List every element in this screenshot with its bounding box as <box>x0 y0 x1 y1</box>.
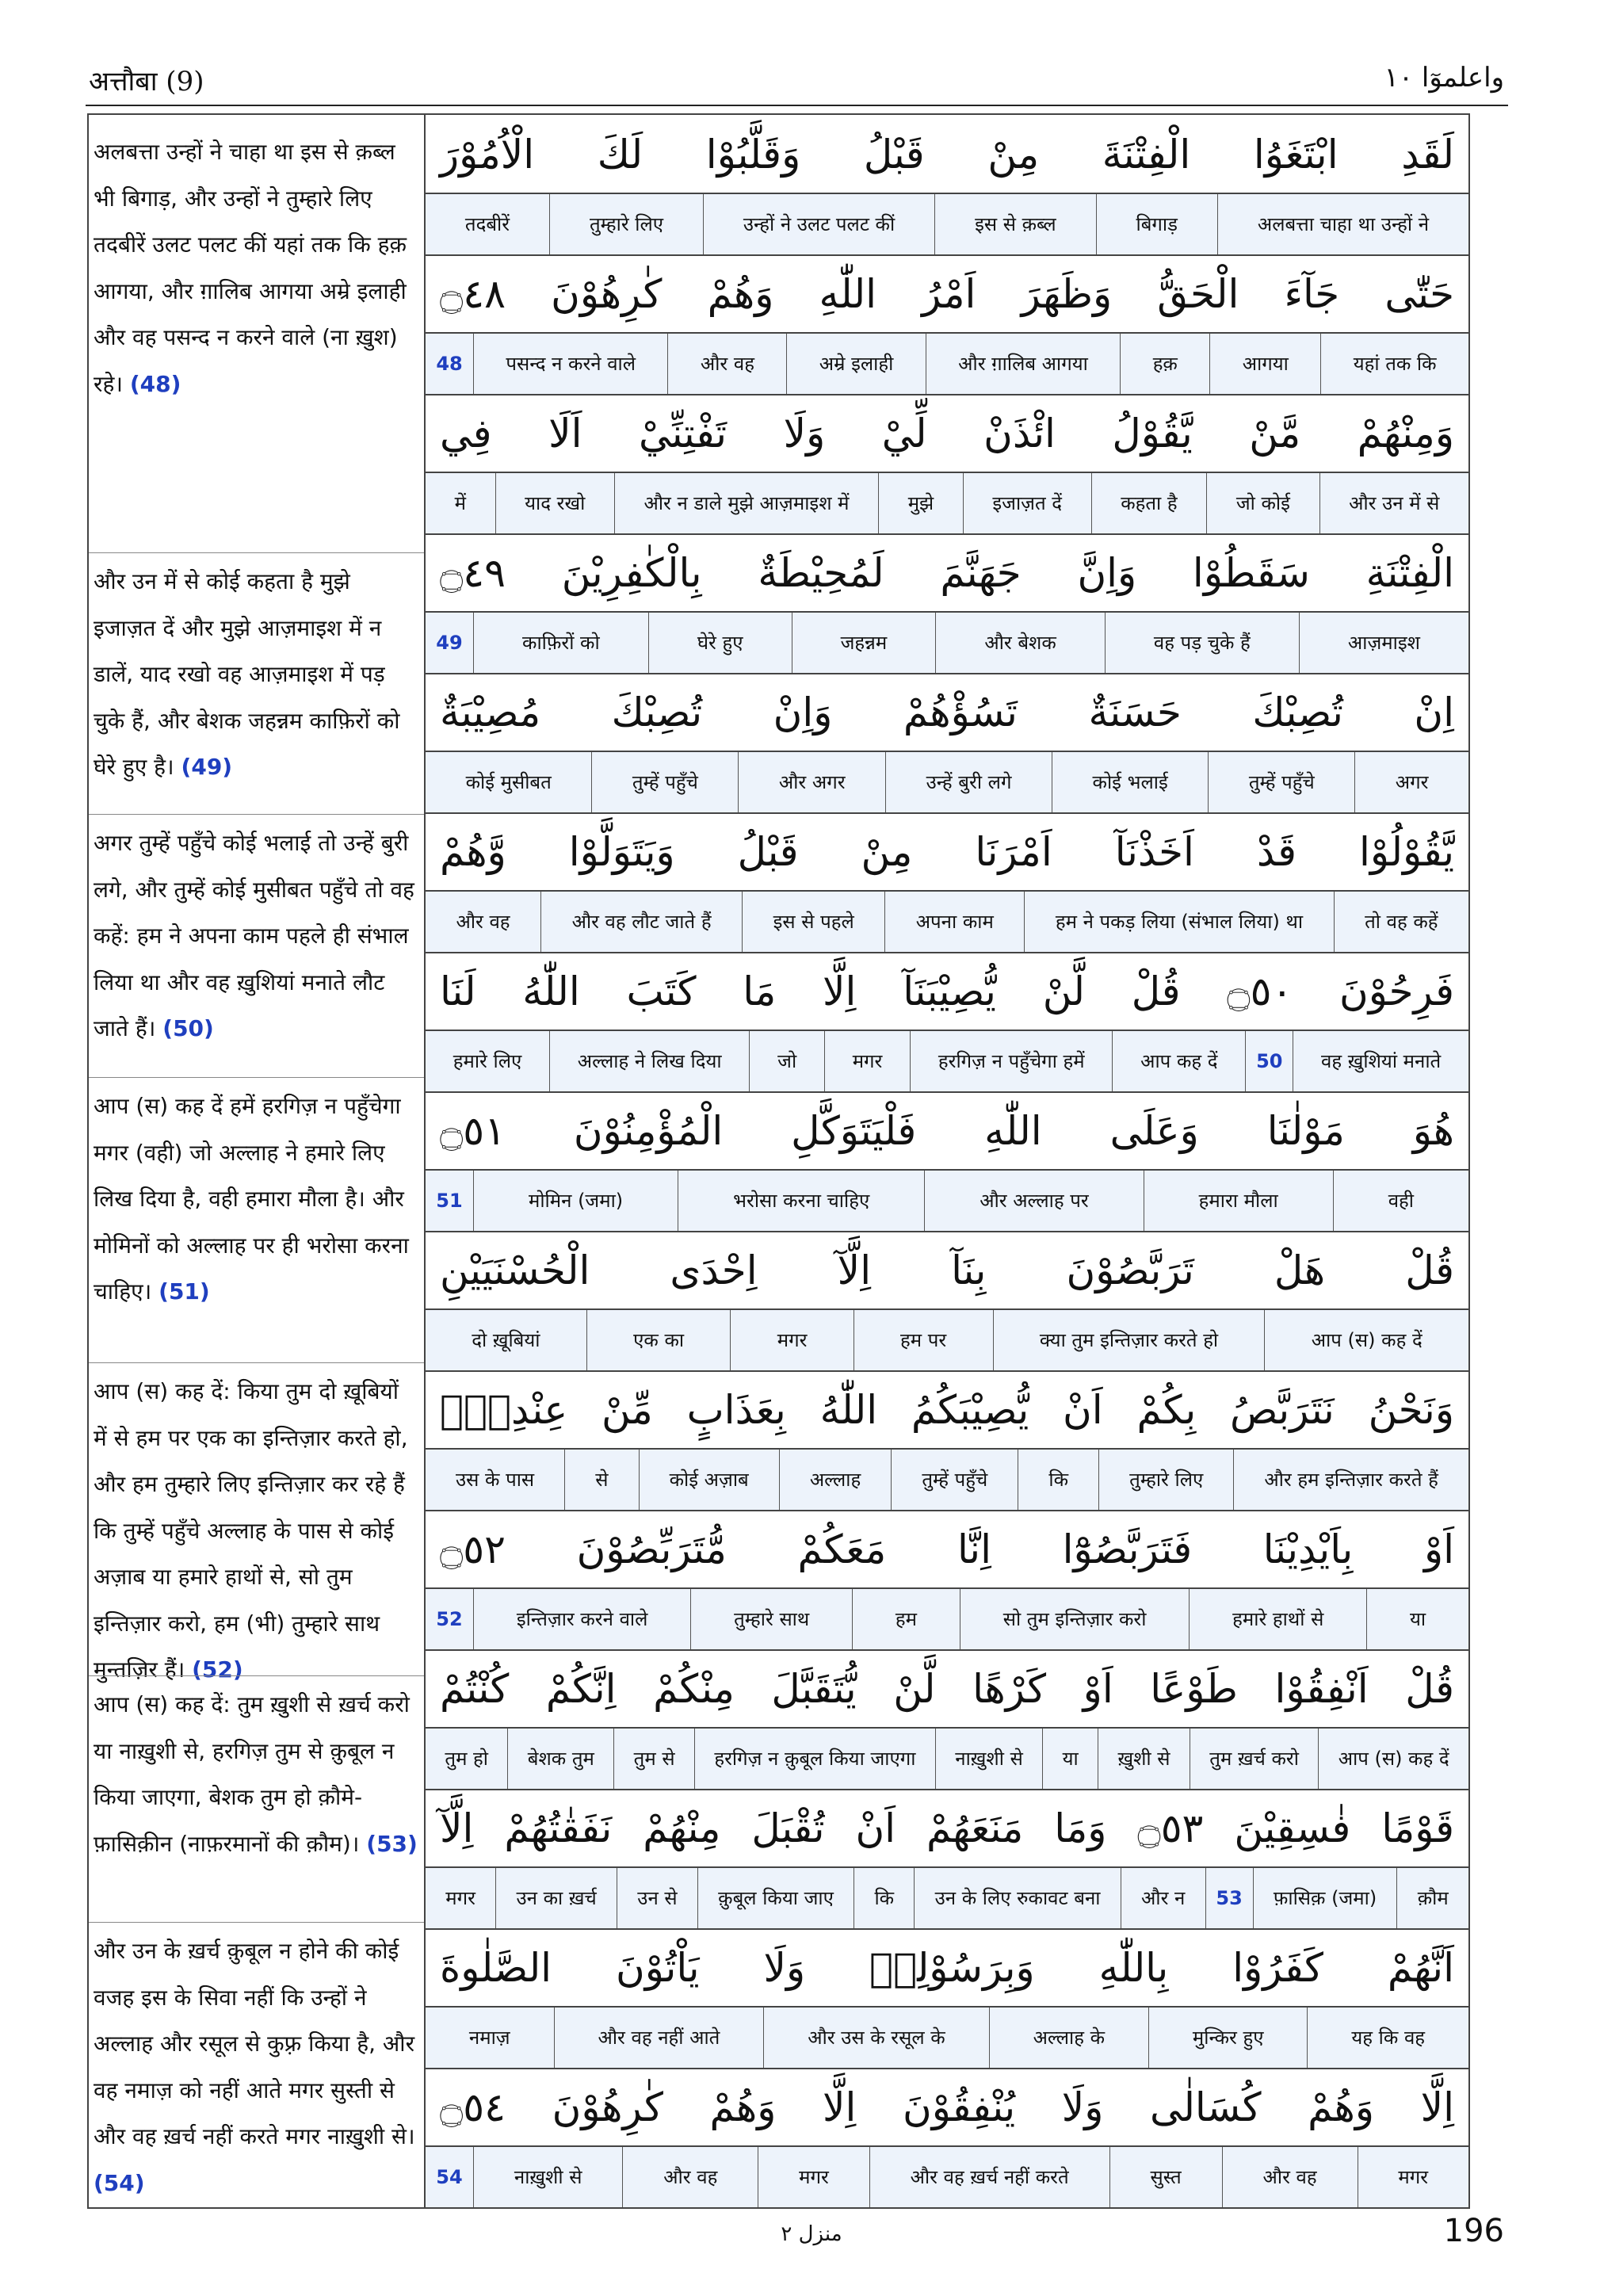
gloss-cell: वह पड़ चुके हैं <box>1105 613 1299 673</box>
gloss-cell: अम्रे इलाही <box>786 334 925 394</box>
verse-number: (53) <box>366 1830 418 1857</box>
verse-number: (49) <box>181 754 233 780</box>
gloss-cell: तुम्हें पहुँचे <box>591 752 738 812</box>
gloss-cell: आप कह दें <box>1112 1031 1245 1091</box>
gloss-cell: हरगिज़ न पहुँचेगा हमें <box>910 1031 1112 1091</box>
verse-number: (50) <box>162 1015 214 1041</box>
gloss-cell: इस से पहले <box>742 892 884 952</box>
gloss-cell: मगर <box>824 1031 910 1091</box>
verse-block <box>426 952 1468 1091</box>
gloss-cell: सो तुम इन्तिज़ार करो <box>960 1589 1189 1649</box>
gloss-cell: क़ुबूल किया जाए <box>697 1868 854 1928</box>
gloss-cell: उन्हों ने उलट पलट कीं <box>703 194 934 254</box>
translation-column <box>89 115 426 2207</box>
gloss-cell: तुम्हें पहुँचे <box>1208 752 1354 812</box>
verse-number-cell: 49 <box>436 632 463 654</box>
gloss-cell: क्या तुम इन्तिज़ार करते हो <box>993 1310 1265 1370</box>
verse-block <box>426 812 1468 952</box>
verse-block <box>426 254 1468 394</box>
gloss-cell: और वह <box>667 334 786 394</box>
gloss-cell: उन्हें बुरी लगे <box>885 752 1052 812</box>
gloss-cell: और ग़ालिब आगया <box>926 334 1121 394</box>
gloss-cell: अल्लाह के <box>989 2008 1148 2068</box>
gloss-cell: मगर <box>758 2147 869 2207</box>
gloss-cell: तुम्हारे साथ <box>690 1589 852 1649</box>
verse-block <box>426 1789 1468 1928</box>
paragraph-divider <box>89 552 424 553</box>
gloss-cell: हम पर <box>854 1310 993 1370</box>
verse-block <box>426 394 1468 533</box>
gloss-cell: और उन में से <box>1319 473 1468 533</box>
gloss-cell: हमारे हाथों से <box>1189 1589 1366 1649</box>
gloss-cell: अलबत्ता चाहा था उन्हों ने <box>1217 194 1468 254</box>
gloss-cell: नाख़ुशी से <box>935 1729 1042 1789</box>
gloss-cell: वही <box>1333 1171 1468 1231</box>
gloss-cell: तुम्हारे लिए <box>549 194 703 254</box>
verse-column <box>426 115 1468 2207</box>
word-gloss-row <box>426 472 1468 535</box>
word-gloss-row <box>426 1308 1468 1372</box>
gloss-cell: काफ़िरों को <box>473 613 648 673</box>
gloss-cell: और वह नहीं आते <box>554 2008 764 2068</box>
paragraph-divider <box>89 1362 424 1363</box>
gloss-cell: फ़ासिक़ (जमा) <box>1253 1868 1397 1928</box>
verse-block <box>426 1928 1468 2068</box>
gloss-cell: उन के लिए रुकावट बना <box>914 1868 1120 1928</box>
gloss-cell: तदबीरें <box>464 213 510 235</box>
translation-text: आप (स) कह दें: तुम ख़ुशी से ख़र्च करो या नाख़ुशी से, हरगिज़ तुम से क़ुबूल न किया जाएगा, बेशक तुम हो क़ौमे-फ़ासिक़ीन (नाफ़रमानों की क़ौम)। <box>94 1691 410 1857</box>
gloss-cell: कि <box>1018 1450 1098 1510</box>
gloss-cell: भरोसा करना चाहिए <box>678 1171 924 1231</box>
gloss-cell: दो ख़ूबियां <box>472 1329 540 1351</box>
gloss-cell: हमारे लिए <box>453 1050 522 1072</box>
verse-block <box>426 1091 1468 1231</box>
gloss-cell: तुम ख़र्च करो <box>1190 1729 1318 1789</box>
page-frame <box>87 113 1470 2209</box>
gloss-cell: कि <box>854 1868 914 1928</box>
arabic-line: هُوَ مَوْلٰنَا وَعَلَى اللّٰهِ فَلْيَتَوَكَّلِ الْمُؤْمِنُوْنَ ۝٥١ <box>440 1108 1454 1154</box>
header-rule <box>86 105 1508 106</box>
verse-number-cell: 51 <box>436 1190 463 1212</box>
gloss-cell: मुन्किर हुए <box>1148 2008 1307 2068</box>
gloss-cell: और अगर <box>738 752 885 812</box>
arabic-line: لَقَدِ ابْتَغَوُا الْفِتْنَةَ مِنْ قَبْلُ وَقَلَّبُوْا لَكَ الْاُمُوْرَ <box>440 132 1454 178</box>
word-gloss-row <box>426 1727 1468 1790</box>
gloss-cell: जो <box>749 1031 824 1091</box>
arabic-line: يَّقُوْلُوْا قَدْ اَخَذْنَآ اَمْرَنَا مِنْ قَبْلُ وَيَتَوَلَّوْا وَّهُمْ <box>440 829 1454 875</box>
verse-block <box>426 1370 1468 1510</box>
arabic-line: قُلْ هَلْ تَرَبَّصُوْنَ بِنَآ اِلَّآ اِحْدَى الْحُسْنَيَيْنِ <box>440 1247 1454 1293</box>
gloss-cell: उन से <box>617 1868 697 1928</box>
gloss-cell: यहां तक कि <box>1320 334 1468 394</box>
gloss-cell: या <box>1042 1729 1098 1789</box>
translation-text: और उन में से कोई कहता है मुझे इजाज़त दें और मुझे आज़माइश में न डालें, याद रखो वह आज़माइश में पड़ चुके हैं, और बेशक जहन्नम काफ़िरों को घेरे हुए है। <box>94 568 400 780</box>
gloss-cell: याद रखो <box>495 473 614 533</box>
gloss-cell: मोमिन (जमा) <box>473 1171 678 1231</box>
gloss-cell: जो कोई <box>1206 473 1319 533</box>
word-gloss-row <box>426 1587 1468 1651</box>
paragraph-divider <box>89 814 424 815</box>
gloss-cell: और वह ख़र्च नहीं करते <box>869 2147 1109 2207</box>
verse-number: (54) <box>94 2169 145 2196</box>
gloss-cell: हरगिज़ न क़ुबूल किया जाएगा <box>694 1729 935 1789</box>
paragraph-divider <box>89 1922 424 1923</box>
gloss-cell: या <box>1366 1589 1468 1649</box>
translation-paragraph <box>94 559 418 791</box>
gloss-cell: और वह लौट जाते हैं <box>540 892 742 952</box>
verse-number: (52) <box>192 1656 243 1683</box>
manzil-label: منزل ۲ <box>781 2222 842 2246</box>
gloss-cell: तुम से <box>613 1729 694 1789</box>
word-gloss-row <box>426 1169 1468 1232</box>
gloss-cell: इजाज़त दें <box>963 473 1091 533</box>
gloss-cell: कहता है <box>1091 473 1207 533</box>
translation-paragraph <box>94 1083 418 1316</box>
gloss-cell: और वह <box>456 911 510 933</box>
surah-name: अत्तौबा (9) <box>89 66 204 97</box>
gloss-cell: कोई मुसीबत <box>465 771 552 793</box>
translation-text: अलबत्ता उन्हों ने चाहा था इस से क़ब्ल भी बिगाड़, और उन्हों ने तुम्हारे लिए तदबीरें उलट पलट कीं यहां तक कि हक़ आगया, और ग़ालिब आगया अम्रे इलाही और वह पसन्द न करने वाले (ना ख़ुश) रहे। <box>94 139 407 397</box>
gloss-cell: अपना काम <box>884 892 1024 952</box>
arabic-line: فَرِحُوْنَ ۝٥٠ قُلْ لَّنْ يُّصِيْبَنَآ اِلَّا مَا كَتَبَ اللّٰهُ لَنَا <box>440 968 1454 1014</box>
word-gloss-row <box>426 611 1468 674</box>
gloss-cell: जहन्नम <box>792 613 936 673</box>
gloss-cell: तुम्हारे लिए <box>1098 1450 1233 1510</box>
paragraph-divider <box>89 1675 424 1676</box>
arabic-line: قُلْ اَنْفِقُوْا طَوْعًا اَوْ كَرْهًا لَّنْ يُّتَقَبَّلَ مِنْكُمْ اِنَّكُمْ كُنْتُمْ <box>440 1666 1454 1712</box>
arabic-line: وَمِنْهُمْ مَّنْ يَّقُوْلُ ائْذَنْ لِّيْ وَلَا تَفْتِنِّيْ اَلَا فِي <box>440 411 1454 457</box>
gloss-cell: कोई अज़ाब <box>639 1450 779 1510</box>
gloss-cell: तुम हो <box>445 1748 489 1770</box>
verse-block <box>426 1231 1468 1370</box>
verse-block <box>426 673 1468 812</box>
gloss-cell: अगर <box>1354 752 1468 812</box>
gloss-cell: तुम्हें पहुँचे <box>891 1450 1018 1510</box>
translation-paragraph <box>94 129 418 407</box>
gloss-cell: आज़माइश <box>1299 613 1468 673</box>
gloss-cell: बेशक तुम <box>507 1729 613 1789</box>
gloss-cell: और वह <box>622 2147 758 2207</box>
juz-name: واعلموٓا ۱۰ <box>1384 62 1504 94</box>
gloss-cell: मुझे <box>878 473 963 533</box>
verse-number-cell: 48 <box>436 353 463 375</box>
verse-number: (48) <box>129 370 181 397</box>
gloss-cell: अल्लाह <box>779 1450 892 1510</box>
translation-paragraph <box>94 1682 418 1867</box>
verse-number-cell: 50 <box>1245 1031 1293 1091</box>
arabic-line: اَوْ بِاَيْدِيْنَا فَتَرَبَّصُوْٓا اِنَّا مَعَكُمْ مُّتَرَبِّصُوْنَ ۝٥٢ <box>440 1526 1454 1572</box>
gloss-cell: आगया <box>1209 334 1320 394</box>
verse-block <box>426 115 1468 254</box>
gloss-cell: बिगाड़ <box>1096 194 1217 254</box>
gloss-cell: से <box>564 1450 638 1510</box>
arabic-line: اَنَّهُمْ كَفَرُوْا بِاللّٰهِ وَبِرَسُوْلِهٖ وَلَا يَاْتُوْنَ الصَّلٰوةَ <box>440 1945 1454 1991</box>
translation-paragraph <box>94 1928 418 2206</box>
gloss-cell: आप (स) कह दें <box>1264 1310 1468 1370</box>
word-gloss-row <box>426 1448 1468 1511</box>
verse-block <box>426 1510 1468 1649</box>
translation-text: आप (स) कह दें हमें हरगिज़ न पहुँचेगा मगर (वही) जो अल्लाह ने हमारे लिए लिख दिया है, वही हमारा मौला है। और मोमिनों को अल्लाह पर ही भरोसा करना चाहिए। <box>94 1093 409 1305</box>
arabic-line: حَتّٰى جَآءَ الْحَقُّ وَظَهَرَ اَمْرُ اللّٰهِ وَهُمْ كٰرِهُوْنَ ۝٤٨ <box>440 271 1454 317</box>
gloss-cell: ख़ुशी से <box>1098 1729 1190 1789</box>
translation-paragraph <box>94 1369 418 1694</box>
verse-number-cell: 54 <box>436 2166 463 2188</box>
gloss-cell: क़ौम <box>1396 1868 1468 1928</box>
word-gloss-row <box>426 1866 1468 1930</box>
arabic-line: اِلَّا وَهُمْ كُسَالٰى وَلَا يُنْفِقُوْنَ اِلَّا وَهُمْ كٰرِهُوْنَ ۝٥٤ <box>440 2084 1454 2130</box>
gloss-cell: इन्तिज़ार करने वाले <box>473 1589 690 1649</box>
translation-paragraph <box>94 820 418 1052</box>
gloss-cell: उन का ख़र्च <box>495 1868 617 1928</box>
gloss-cell: हक़ <box>1120 334 1209 394</box>
gloss-cell: हम <box>852 1589 960 1649</box>
translation-text: अगर तुम्हें पहुँचे कोई भलाई तो उन्हें बुरी लगे, और तुम्हें कोई मुसीबत पहुँचे तो वह कहें: हम ने अपना काम पहले ही संभाल लिया था और वह ख़ुशियां मनाते लौट जाते हैं। <box>94 830 414 1041</box>
arabic-line: اِنْ تُصِبْكَ حَسَنَةٌ تَسُؤْهُمْ وَاِنْ تُصِبْكَ مُصِيْبَةٌ <box>440 690 1454 735</box>
gloss-cell: उस के पास <box>456 1469 535 1491</box>
gloss-cell: मगर <box>445 1887 475 1909</box>
gloss-cell: और न <box>1121 1868 1205 1928</box>
gloss-cell: नाख़ुशी से <box>473 2147 622 2207</box>
gloss-cell: वह ख़ुशियां मनाते <box>1293 1031 1468 1091</box>
gloss-cell: और न डाले मुझे आज़माइश में <box>614 473 878 533</box>
arabic-line: قَوْمًا فٰسِقِيْنَ ۝٥٣ وَمَا مَنَعَهُمْ اَنْ تُقْبَلَ مِنْهُمْ نَفَقٰتُهُمْ اِلَّآ <box>440 1805 1454 1851</box>
gloss-cell: आप (स) कह दें <box>1318 1729 1468 1789</box>
word-gloss-row <box>426 751 1468 814</box>
gloss-cell: एक का <box>586 1310 731 1370</box>
gloss-cell: मगर <box>1358 2147 1468 2207</box>
verse-block <box>426 533 1468 673</box>
gloss-cell: यह कि वह <box>1307 2008 1468 2068</box>
gloss-cell: और वह <box>1222 2147 1358 2207</box>
gloss-cell: और अल्लाह पर <box>924 1171 1143 1231</box>
verse-block <box>426 1649 1468 1789</box>
gloss-cell: और उस के रसूल के <box>763 2008 988 2068</box>
gloss-cell: में <box>454 492 466 514</box>
gloss-cell: और बेशक <box>935 613 1105 673</box>
word-gloss-row <box>426 332 1468 395</box>
word-gloss-row <box>426 1030 1468 1093</box>
gloss-cell: हमारा मौला <box>1144 1171 1333 1231</box>
gloss-cell: इस से क़ब्ल <box>934 194 1095 254</box>
arabic-line: وَنَحْنُ نَتَرَبَّصُ بِكُمْ اَنْ يُّصِيْبَكُمُ اللّٰهُ بِعَذَابٍ مِّنْ عِنْدِهٖٓ <box>440 1387 1454 1433</box>
translation-text: आप (स) कह दें: किया तुम दो ख़ूबियों में से हम पर एक का इन्तिज़ार करते हो, और हम तुम्हारे लिए इन्तिज़ार कर रहे हैं कि तुम्हें पहुँचे अल्लाह के पास से कोई अज़ाब या हमारे हाथों से, सो तुम इन्तिज़ार करो, हम (भी) तुम्हारे साथ मुन्तज़िर हैं। <box>94 1378 408 1683</box>
gloss-cell: नमाज़ <box>468 2027 510 2049</box>
gloss-cell: घेरे हुए <box>648 613 792 673</box>
gloss-cell: अल्लाह ने लिख दिया <box>549 1031 749 1091</box>
word-gloss-row <box>426 2145 1468 2209</box>
verse-number: (51) <box>158 1278 210 1305</box>
gloss-cell: पसन्द न करने वाले <box>473 334 667 394</box>
gloss-cell: मगर <box>730 1310 853 1370</box>
gloss-cell: कोई भलाई <box>1052 752 1208 812</box>
page-number: 196 <box>1443 2213 1504 2249</box>
arabic-line: الْفِتْنَةِ سَقَطُوْا وَاِنَّ جَهَنَّمَ لَمُحِيْطَةٌ بِالْكٰفِرِيْنَ ۝٤٩ <box>440 550 1454 596</box>
word-gloss-row <box>426 890 1468 953</box>
gloss-cell: तो वह कहें <box>1334 892 1468 952</box>
word-gloss-row <box>426 193 1468 256</box>
paragraph-divider <box>89 1077 424 1078</box>
gloss-cell: और हम इन्तिज़ार करते हैं <box>1233 1450 1468 1510</box>
verse-block <box>426 2068 1468 2207</box>
gloss-cell: सुस्त <box>1109 2147 1222 2207</box>
translation-text: और उन के ख़र्च क़ुबूल न होने की कोई वजह इस के सिवा नहीं कि उन्हों ने अल्लाह और रसूल से कुफ़्र किया है, और वह नमाज़ को नहीं आते मगर सुस्ती से और वह ख़र्च नहीं करते मगर नाख़ुशी से। <box>94 1938 415 2149</box>
word-gloss-row <box>426 2006 1468 2069</box>
gloss-cell: हम ने पकड़ लिया (संभाल लिया) था <box>1024 892 1333 952</box>
verse-number-cell: 53 <box>1205 1868 1253 1928</box>
verse-number-cell: 52 <box>436 1608 463 1630</box>
